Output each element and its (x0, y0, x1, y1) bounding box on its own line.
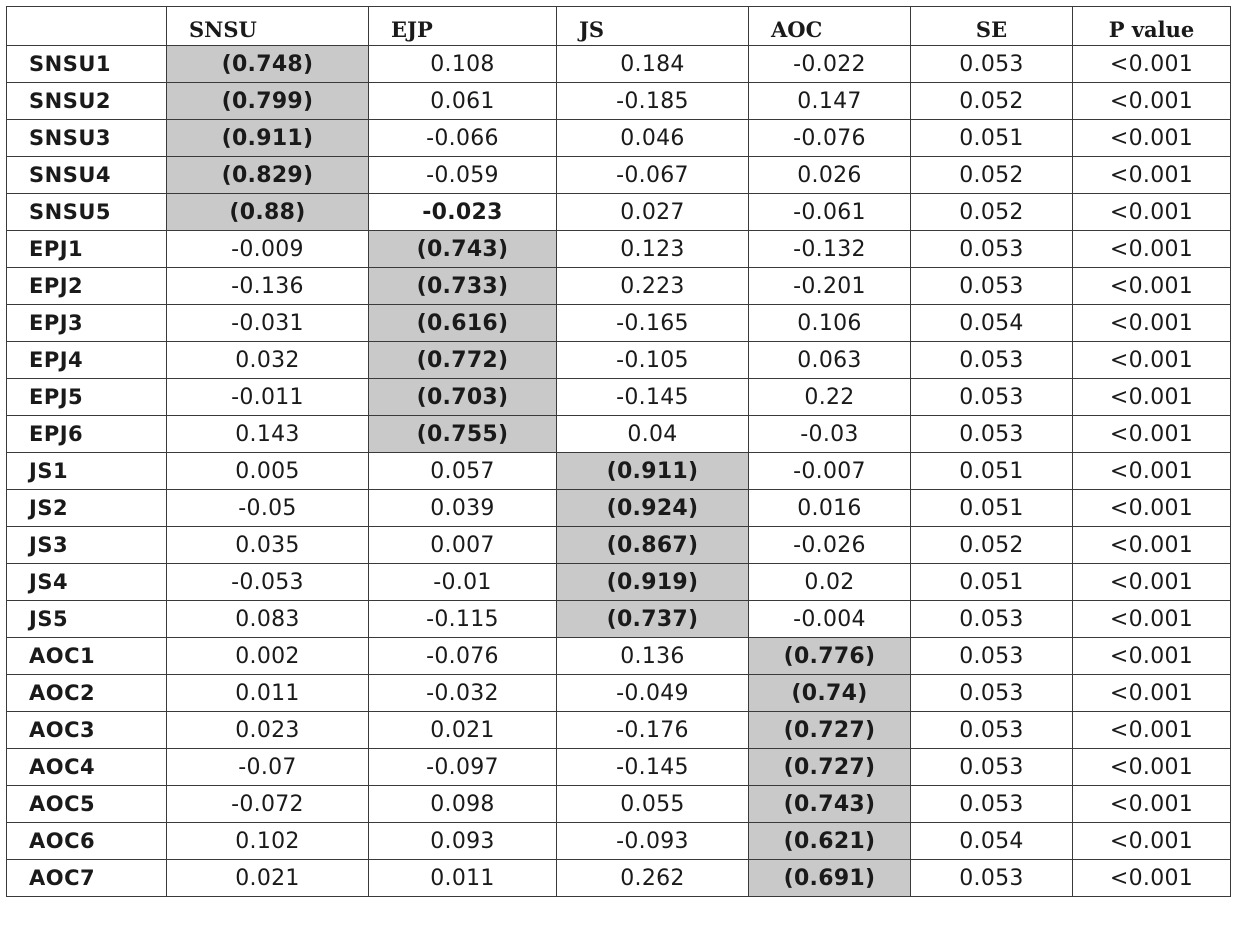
column-header-snsu: SNSU (167, 7, 369, 46)
table-row (7, 305, 1231, 342)
table-row (7, 749, 1231, 786)
table-cell: (0.911) (167, 120, 369, 157)
table-cell: 0.108 (369, 46, 557, 83)
table-cell: 0.22 (749, 379, 911, 416)
table-cell: -0.072 (167, 786, 369, 823)
cropped-footnote (14, 918, 1214, 929)
table-cell: (0.737) (557, 601, 749, 638)
table-row (7, 46, 1231, 83)
table-cell: <0.001 (1073, 638, 1231, 675)
table-cell: <0.001 (1073, 194, 1231, 231)
table-cell: 0.027 (557, 194, 749, 231)
table-cell: (0.691) (749, 860, 911, 897)
table-cell: 0.136 (557, 638, 749, 675)
table-row (7, 823, 1231, 860)
table-cell: 0.023 (167, 712, 369, 749)
table-cell: -0.067 (557, 157, 749, 194)
table-cell: <0.001 (1073, 601, 1231, 638)
table-cell: 0.046 (557, 120, 749, 157)
row-label: AOC5 (7, 786, 167, 823)
row-label: AOC3 (7, 712, 167, 749)
table-cell: <0.001 (1073, 749, 1231, 786)
table-cell: 0.053 (911, 416, 1073, 453)
table-cell: -0.076 (749, 120, 911, 157)
table-cell: -0.185 (557, 83, 749, 120)
row-label: EPJ4 (7, 342, 167, 379)
table-cell: 0.053 (911, 379, 1073, 416)
table-cell: (0.755) (369, 416, 557, 453)
table-cell: (0.88) (167, 194, 369, 231)
table-cell: -0.01 (369, 564, 557, 601)
table-cell: -0.136 (167, 268, 369, 305)
table-row (7, 120, 1231, 157)
table-cell: 0.053 (911, 268, 1073, 305)
table-cell: 0.054 (911, 305, 1073, 342)
table-cell: 0.098 (369, 786, 557, 823)
table-row (7, 675, 1231, 712)
table-cell: (0.772) (369, 342, 557, 379)
table-cell: -0.061 (749, 194, 911, 231)
table-cell: 0.054 (911, 823, 1073, 860)
row-label: SNSU5 (7, 194, 167, 231)
loadings-table (6, 6, 1231, 897)
table-cell: 0.039 (369, 490, 557, 527)
table-cell: (0.743) (749, 786, 911, 823)
table-cell: -0.07 (167, 749, 369, 786)
table-cell: -0.009 (167, 231, 369, 268)
table-cell: 0.021 (167, 860, 369, 897)
row-label: AOC7 (7, 860, 167, 897)
table-cell: -0.031 (167, 305, 369, 342)
table-cell: (0.911) (557, 453, 749, 490)
row-label: EPJ2 (7, 268, 167, 305)
row-label: JS3 (7, 527, 167, 564)
table-cell: 0.123 (557, 231, 749, 268)
table-cell: 0.223 (557, 268, 749, 305)
table-cell: -0.145 (557, 749, 749, 786)
table-cell: <0.001 (1073, 786, 1231, 823)
table-cell: (0.727) (749, 712, 911, 749)
row-label: SNSU3 (7, 120, 167, 157)
table-row (7, 379, 1231, 416)
table-row (7, 157, 1231, 194)
row-label: JS5 (7, 601, 167, 638)
table-cell: -0.097 (369, 749, 557, 786)
row-label: EPJ6 (7, 416, 167, 453)
table-row (7, 638, 1231, 675)
table-cell: (0.924) (557, 490, 749, 527)
table-cell: 0.057 (369, 453, 557, 490)
table-row (7, 490, 1231, 527)
table-cell: <0.001 (1073, 342, 1231, 379)
table-cell: 0.147 (749, 83, 911, 120)
table-cell: 0.061 (369, 83, 557, 120)
table-cell: 0.051 (911, 120, 1073, 157)
table-cell: -0.105 (557, 342, 749, 379)
table-cell: 0.016 (749, 490, 911, 527)
table-cell: 0.055 (557, 786, 749, 823)
table-cell: <0.001 (1073, 860, 1231, 897)
table-cell: -0.115 (369, 601, 557, 638)
table-cell: 0.063 (749, 342, 911, 379)
table-cell: -0.049 (557, 675, 749, 712)
table-cell: 0.053 (911, 601, 1073, 638)
table-cell: 0.052 (911, 527, 1073, 564)
table-cell: 0.026 (749, 157, 911, 194)
row-label: AOC6 (7, 823, 167, 860)
table-cell: <0.001 (1073, 157, 1231, 194)
column-header-se: SE (911, 7, 1073, 46)
table-cell: 0.053 (911, 342, 1073, 379)
table-cell: 0.011 (369, 860, 557, 897)
row-label: SNSU4 (7, 157, 167, 194)
table-cell: (0.74) (749, 675, 911, 712)
table-cell: <0.001 (1073, 453, 1231, 490)
table-cell: -0.004 (749, 601, 911, 638)
table-cell: 0.052 (911, 194, 1073, 231)
table-cell: -0.132 (749, 231, 911, 268)
table-cell: (0.829) (167, 157, 369, 194)
table-cell: 0.051 (911, 453, 1073, 490)
row-label: AOC2 (7, 675, 167, 712)
table-cell: -0.066 (369, 120, 557, 157)
table-cell: 0.04 (557, 416, 749, 453)
table-cell: <0.001 (1073, 379, 1231, 416)
table-cell: 0.02 (749, 564, 911, 601)
table-cell: (0.776) (749, 638, 911, 675)
table-cell: <0.001 (1073, 46, 1231, 83)
table-cell: -0.007 (749, 453, 911, 490)
table-cell: <0.001 (1073, 416, 1231, 453)
table-cell: 0.002 (167, 638, 369, 675)
table-cell: -0.022 (749, 46, 911, 83)
table-cell: <0.001 (1073, 490, 1231, 527)
table-row (7, 83, 1231, 120)
table-body (7, 46, 1231, 897)
row-label: SNSU1 (7, 46, 167, 83)
table-cell: -0.011 (167, 379, 369, 416)
column-header-js: JS (557, 7, 749, 46)
table-row (7, 712, 1231, 749)
table-row (7, 453, 1231, 490)
table-cell: (0.616) (369, 305, 557, 342)
table-cell: 0.053 (911, 749, 1073, 786)
table-cell: 0.143 (167, 416, 369, 453)
table-cell: <0.001 (1073, 564, 1231, 601)
table-cell: 0.007 (369, 527, 557, 564)
table-row (7, 416, 1231, 453)
table-cell: 0.021 (369, 712, 557, 749)
row-label: JS2 (7, 490, 167, 527)
table-row (7, 194, 1231, 231)
table-cell: 0.035 (167, 527, 369, 564)
table-cell: (0.703) (369, 379, 557, 416)
row-label: JS1 (7, 453, 167, 490)
table-cell: -0.026 (749, 527, 911, 564)
row-label: EPJ5 (7, 379, 167, 416)
table-cell: 0.053 (911, 712, 1073, 749)
table-cell: 0.184 (557, 46, 749, 83)
table-cell: -0.032 (369, 675, 557, 712)
table-cell: -0.05 (167, 490, 369, 527)
table-cell: 0.052 (911, 157, 1073, 194)
table-cell: 0.093 (369, 823, 557, 860)
table-cell: (0.919) (557, 564, 749, 601)
table-cell: -0.059 (369, 157, 557, 194)
table-cell: -0.03 (749, 416, 911, 453)
table-cell: -0.023 (369, 194, 557, 231)
column-header-ejp: EJP (369, 7, 557, 46)
table-row (7, 342, 1231, 379)
table-cell: 0.053 (911, 675, 1073, 712)
table-cell: <0.001 (1073, 675, 1231, 712)
header-row (7, 7, 1231, 46)
table-cell: 0.053 (911, 638, 1073, 675)
table-header (7, 7, 1231, 46)
table-row (7, 601, 1231, 638)
row-label: AOC1 (7, 638, 167, 675)
table-cell: <0.001 (1073, 83, 1231, 120)
table-cell: (0.799) (167, 83, 369, 120)
table-cell: 0.051 (911, 490, 1073, 527)
table-cell: <0.001 (1073, 305, 1231, 342)
table-row (7, 564, 1231, 601)
header-corner (7, 7, 167, 46)
table-row (7, 268, 1231, 305)
table-row (7, 860, 1231, 897)
table-cell: -0.201 (749, 268, 911, 305)
table-cell: <0.001 (1073, 120, 1231, 157)
row-label: EPJ1 (7, 231, 167, 268)
table-cell: (0.867) (557, 527, 749, 564)
table-row (7, 786, 1231, 823)
table-row (7, 231, 1231, 268)
table-cell: -0.053 (167, 564, 369, 601)
table-cell: (0.748) (167, 46, 369, 83)
row-label: AOC4 (7, 749, 167, 786)
table-cell: (0.727) (749, 749, 911, 786)
row-label: JS4 (7, 564, 167, 601)
table-cell: 0.053 (911, 46, 1073, 83)
table-cell: (0.743) (369, 231, 557, 268)
table-cell: -0.076 (369, 638, 557, 675)
table-cell: <0.001 (1073, 823, 1231, 860)
row-label: EPJ3 (7, 305, 167, 342)
table-cell: 0.005 (167, 453, 369, 490)
table-cell: 0.053 (911, 786, 1073, 823)
table-cell: <0.001 (1073, 712, 1231, 749)
table-cell: -0.093 (557, 823, 749, 860)
table-cell: (0.733) (369, 268, 557, 305)
row-label: SNSU2 (7, 83, 167, 120)
column-header-aoc: AOC (749, 7, 911, 46)
table-cell: <0.001 (1073, 268, 1231, 305)
table-cell: 0.053 (911, 231, 1073, 268)
column-header-p-value: P value (1073, 7, 1231, 46)
table-cell: 0.051 (911, 564, 1073, 601)
table-cell: 0.262 (557, 860, 749, 897)
table-cell: 0.011 (167, 675, 369, 712)
table-cell: 0.106 (749, 305, 911, 342)
table-cell: -0.165 (557, 305, 749, 342)
table-cell: <0.001 (1073, 527, 1231, 564)
table-cell: (0.621) (749, 823, 911, 860)
table-row (7, 527, 1231, 564)
table-cell: 0.052 (911, 83, 1073, 120)
table-cell: 0.083 (167, 601, 369, 638)
table-cell: 0.053 (911, 860, 1073, 897)
table-cell: 0.102 (167, 823, 369, 860)
table-cell: -0.145 (557, 379, 749, 416)
table-cell: <0.001 (1073, 231, 1231, 268)
table-cell: -0.176 (557, 712, 749, 749)
table-cell: 0.032 (167, 342, 369, 379)
